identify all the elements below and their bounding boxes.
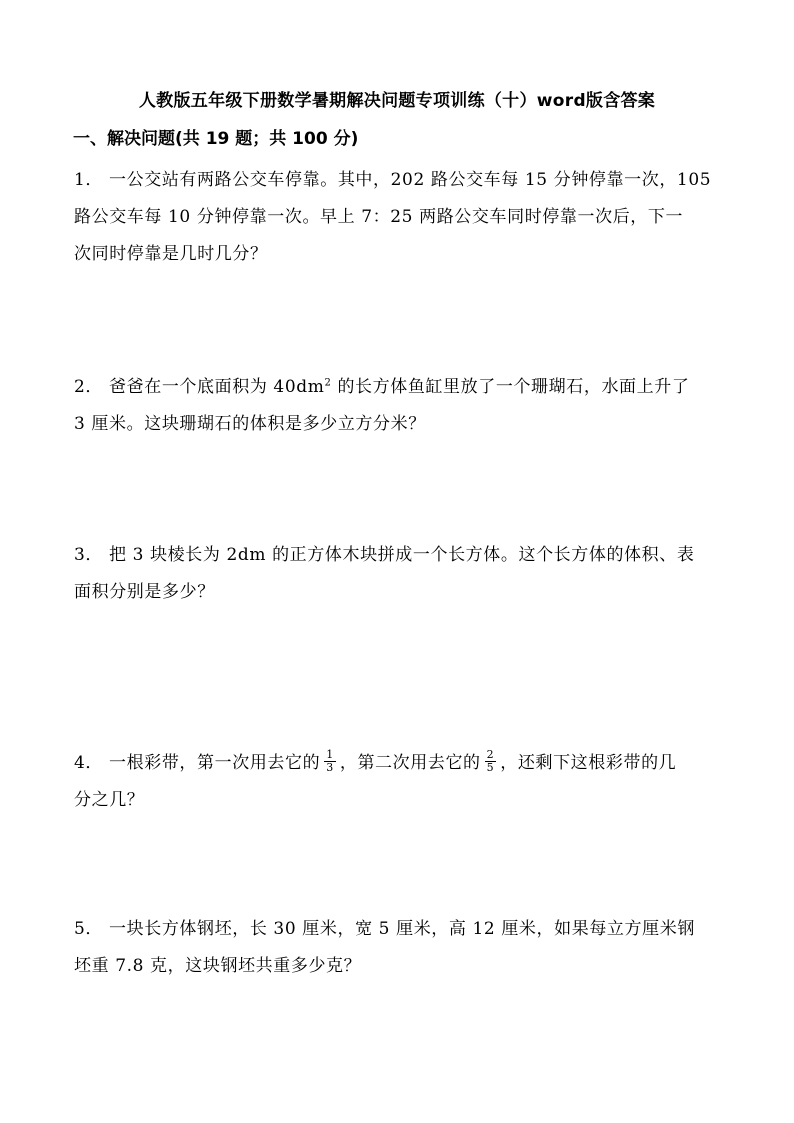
question-2-line-1: 2． 爸爸在一个底面积为 $40dm^2$ 的长方体鱼缸里放了一个珊瑚石，水面上升了 — [74, 377, 690, 397]
question-4 — [74, 745, 724, 819]
question-4-line-1: 4． 一根彩带，第一次用去它的 $\frac{1}{3}$ ，第二次用去它的 $\frac{2}{5}$ ，还剩下这根彩带的几 — [74, 748, 677, 774]
question-5-line-1: 5． 一块长方体钢坯，长 30 厘米，宽 5 厘米，高 12 厘米，如果每立方厘米钢 — [74, 919, 695, 939]
question-1-line-1: 1． 一公交站有两路公交车停靠。其中，202 路公交车每 15 分钟停靠一次，105 — [74, 170, 712, 190]
document-title: 人教版五年级下册数学暑期解决问题专项训练（十）word版含答案 — [138, 91, 656, 111]
question-1 — [74, 162, 724, 273]
question-5-line-2: 坯重 7.8 克，这块钢坯共重多少克？ — [74, 956, 362, 976]
section-heading: 一、解决问题(共 19 题；共 100 分) — [73, 129, 359, 149]
superscript-exponent: 2 — [324, 377, 332, 389]
question-1-line-2: 路公交车每 10 分钟停靠一次。早上 7：25 两路公交车同时停靠一次后，下一 — [74, 207, 684, 227]
question-2-number: 2． — [74, 377, 104, 397]
fraction-two-fifths: $\frac{2}{5}$ — [486, 748, 495, 774]
question-4-line-2: 分之几？ — [74, 790, 145, 810]
question-2 — [74, 369, 724, 443]
question-3-line-2: 面积分别是多少？ — [74, 582, 215, 602]
question-3-number: 3． — [74, 545, 104, 565]
question-3-line-1: 3． 把 3 块棱长为 2dm 的正方体木块拼成一个长方体。这个长方体的体积、表 — [74, 545, 695, 565]
question-1-line-3: 次同时停靠是几时几分？ — [74, 244, 268, 264]
question-5-number: 5． — [74, 919, 104, 939]
fraction-one-third: $\frac{1}{3}$ — [326, 748, 334, 774]
question-1-number: 1． — [74, 170, 104, 190]
question-5 — [74, 911, 724, 985]
question-4-number: 4． — [74, 753, 104, 773]
question-3 — [74, 537, 724, 611]
question-2-line-2: 3 厘米。这块珊瑚石的体积是多少立方分米？ — [74, 414, 426, 434]
